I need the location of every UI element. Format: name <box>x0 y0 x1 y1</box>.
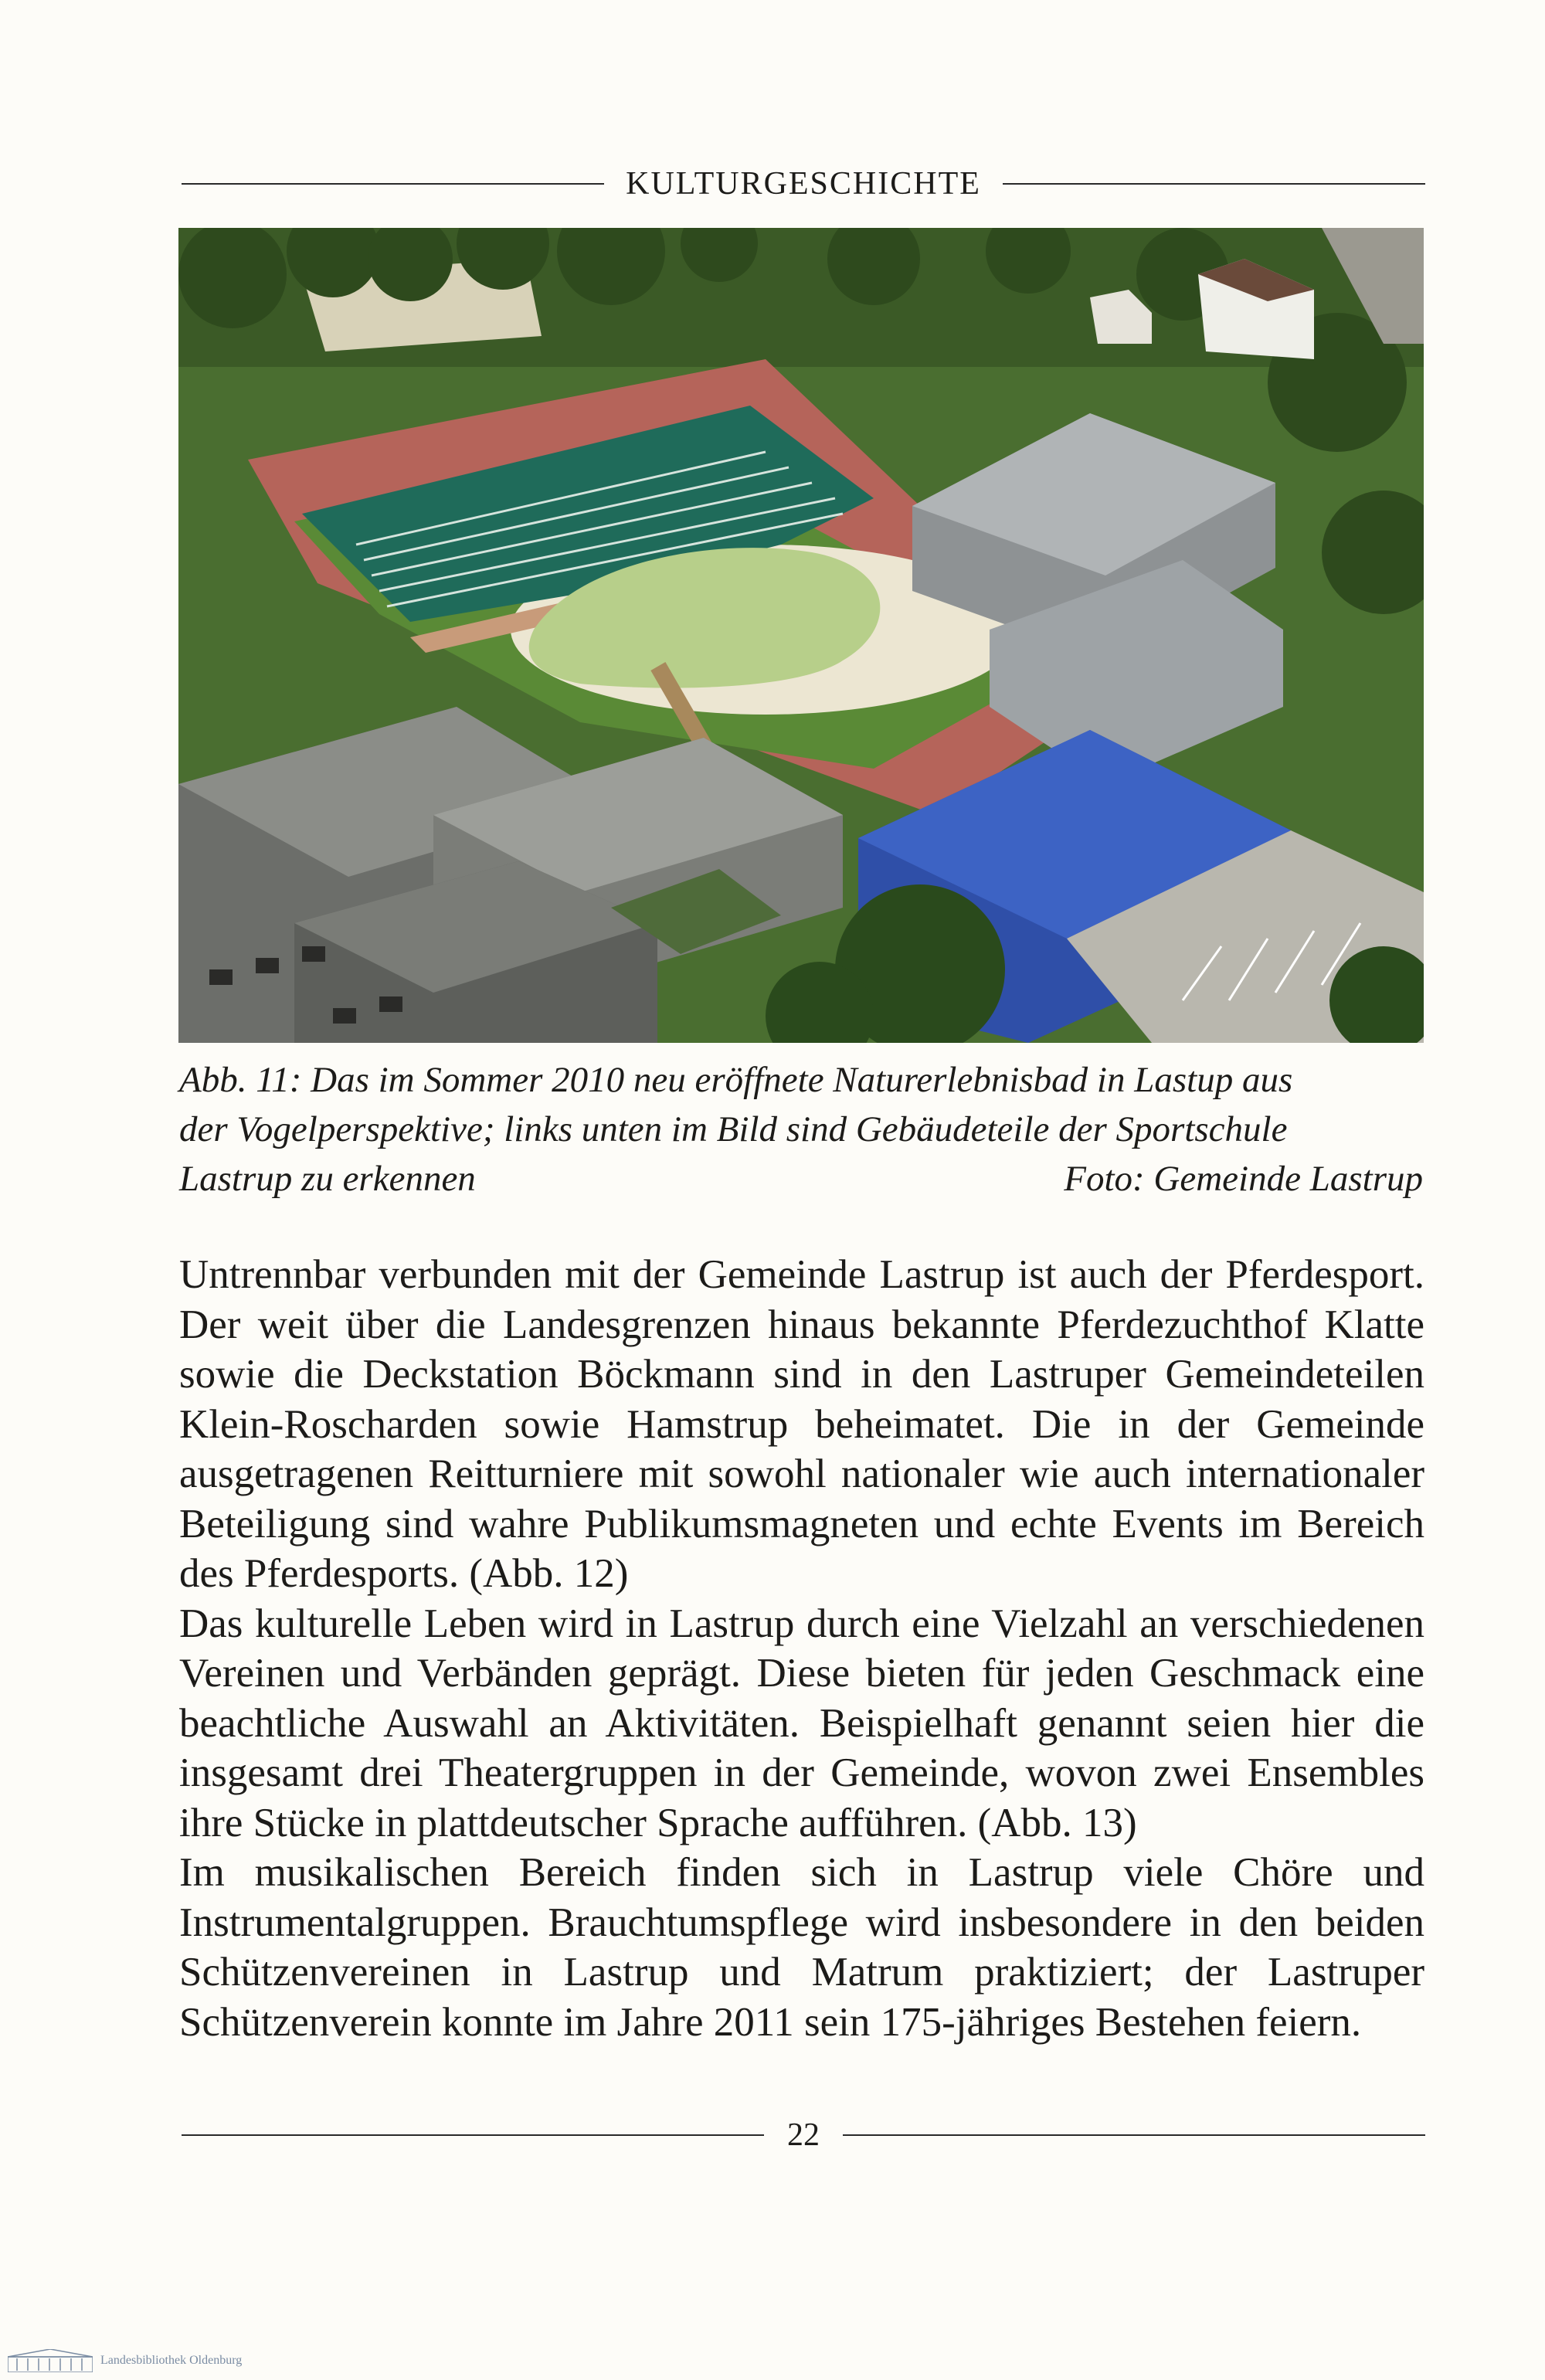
caption-text-end: Lastrup zu erkennen <box>179 1159 476 1199</box>
library-building-icon <box>8 2349 93 2372</box>
caption-line-2: der Vogelperspektive; links unten im Bild sind Gebäudeteile der Sportschule <box>179 1109 1288 1149</box>
page-number: 22 <box>787 2117 820 2153</box>
footer-rule-right <box>843 2134 1425 2136</box>
photo-credit: Foto: Gemeinde Lastrup <box>1064 1159 1423 1199</box>
caption-line-1: Abb. 11: Das im Sommer 2010 neu eröffnete Naturerlebnisbad in Lastup aus <box>179 1060 1293 1100</box>
running-head: KULTURGESCHICHTE <box>626 166 981 202</box>
header-rule-right <box>1003 183 1425 185</box>
body-text <box>179 1250 1424 2047</box>
figure-caption <box>179 1055 1423 1204</box>
aerial-photo-illustration <box>178 228 1424 1043</box>
aerial-photo <box>178 228 1424 1043</box>
paragraph-horse-sport: Untrennbar verbunden mit der Gemeinde Lastrup ist auch der Pferdesport. Der weit über die Landesgrenzen hinaus bekannte Pferdezuchthof Klatte sowie die Deckstation Böckmann sind in den Lastruper Gemeindeteilen Klein-Roscharden sowie Hamstrup beheimatet. Die in der Gemeinde ausgetragenen Reitturniere mit sowohl nationaler wie auch internationaler Beteiligung sind wahre Publikumsmagneten und echte Events im Bereich des Pferdesports. (Abb. 12) <box>179 1252 1424 1596</box>
page-header <box>182 162 1425 205</box>
footer-rule-left <box>182 2134 764 2136</box>
caption-line-3 <box>179 1154 1423 1204</box>
header-rule-left <box>182 183 604 185</box>
library-watermark <box>8 2348 242 2373</box>
library-name: Landesbibliothek Oldenburg <box>100 2354 243 2367</box>
paragraph-cultural-life: Das kulturelle Leben wird in Lastrup durch eine Vielzahl an verschiedenen Vereinen und Verbänden geprägt. Diese bieten für jeden Geschmack eine beachtliche Auswahl an Aktivitäten. Beispielhaft genannt seien hier die insgesamt drei Theatergruppen in der Gemeinde, wovon zwei Ensembles ihre Stücke in plattdeutscher Sprache aufführen. (Abb. 13) <box>179 1601 1424 1845</box>
paragraph-music-tradition: Im musikalischen Bereich finden sich in Lastrup viele Chöre und Instrumentalgruppen. Brauchtumspflege wird insbesondere in den beiden Schützenvereinen in Lastrup und Matrum praktiziert; der Lastruper Schützenverein konnte im Jahre 2011 sein 175-jähriges Bestehen feiern. <box>179 1850 1424 2045</box>
page-footer <box>182 2113 1425 2157</box>
